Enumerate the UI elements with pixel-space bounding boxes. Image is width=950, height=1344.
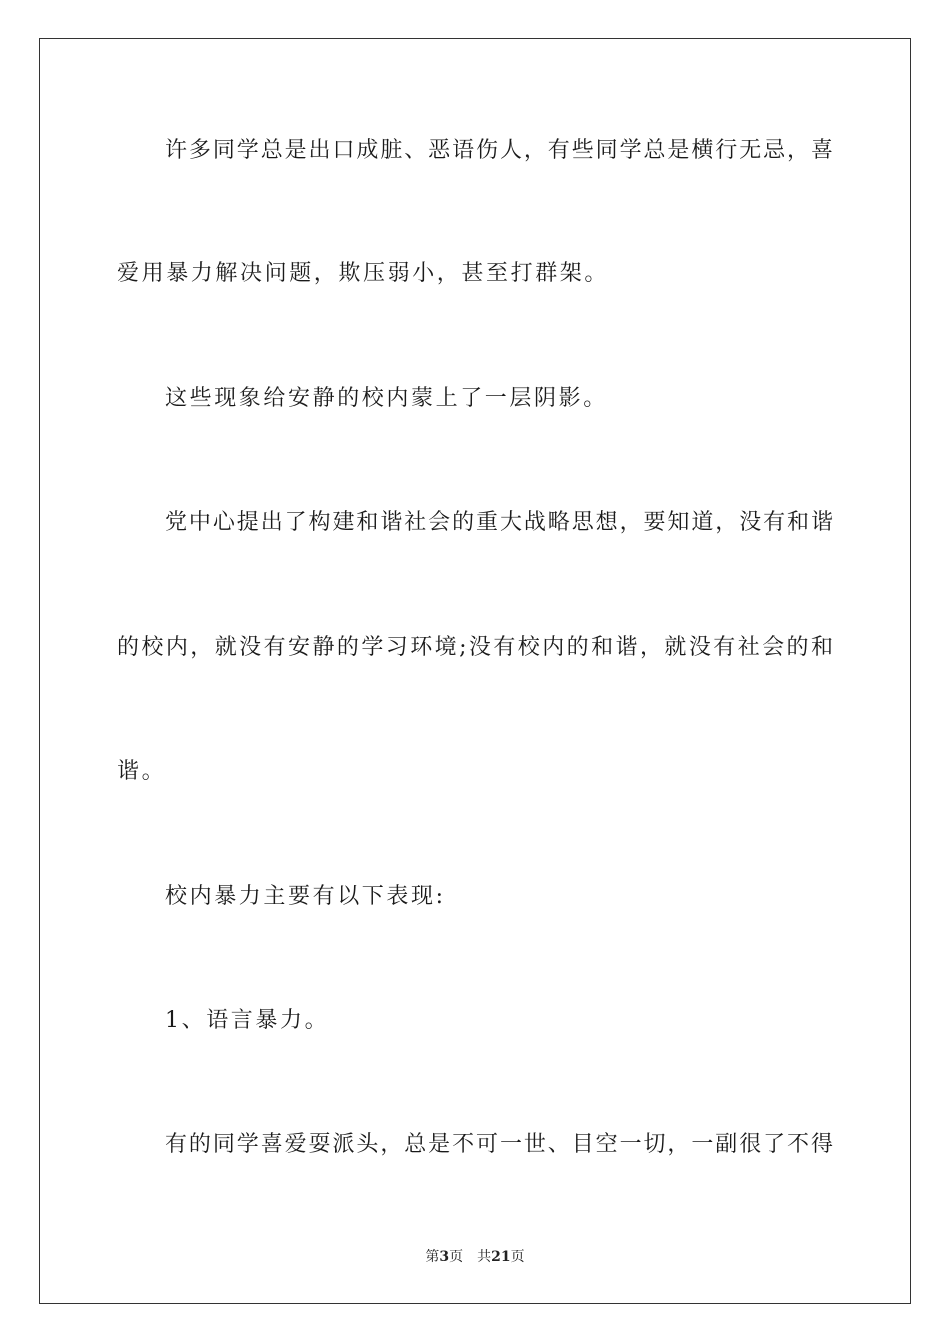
paragraph-line-7: 校内暴力主要有以下表现: [165,884,446,909]
paragraph-line-2: 爱用暴力解决问题，欺压弱小，甚至打群架。 [117,261,610,286]
footer-page-prefix: 第 [425,1249,440,1265]
page-frame [39,38,911,1304]
page-footer [0,1247,950,1267]
paragraph-line-4: 党中心提出了构建和谐社会的重大战略思想，要知道，没有和谐 [165,510,833,535]
footer-total-prefix: 共 [477,1249,492,1265]
footer-page-unit: 页 [449,1249,464,1265]
footer-page-total: 21 [491,1249,511,1265]
paragraph-line-5: 的校内，就没有安静的学习环境;没有校内的和谐，就没有社会的和 [117,635,833,660]
paragraph-line-3: 这些现象给安静的校内蒙上了一层阴影。 [165,386,608,411]
paragraph-line-1: 许多同学总是出口成脏、恶语伤人，有些同学总是横行无忌，喜 [165,138,833,163]
footer-total-unit: 页 [510,1249,525,1265]
paragraph-line-6: 谐。 [117,759,167,784]
list-item-heading: 1、语言暴力。 [165,1008,330,1033]
footer-page-current: 3 [439,1249,450,1265]
paragraph-line-9: 有的同学喜爱耍派头，总是不可一世、目空一切，一副很了不得 [165,1132,833,1157]
